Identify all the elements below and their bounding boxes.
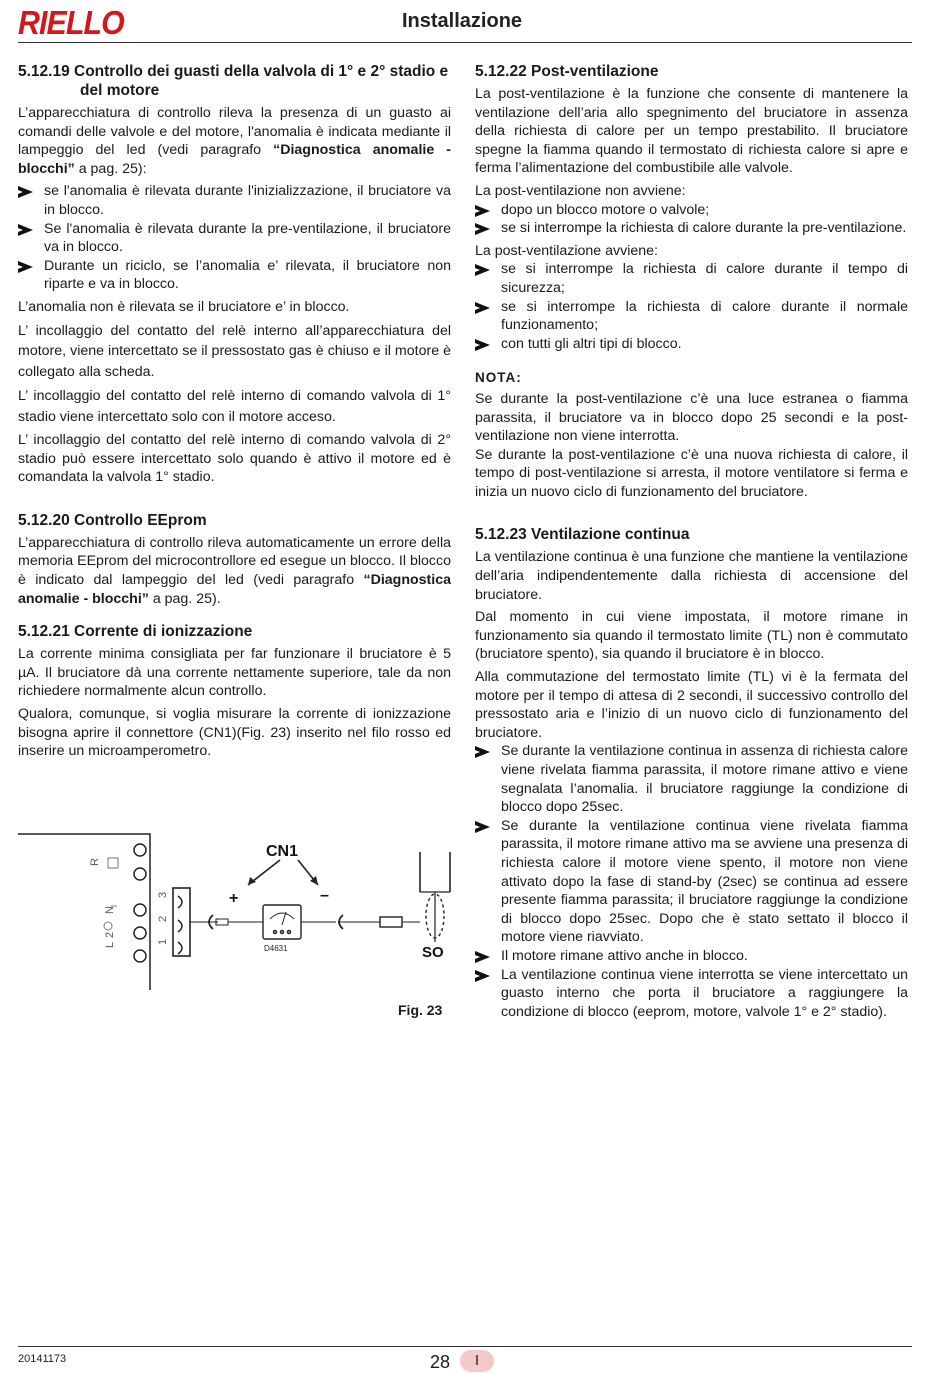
so-label: SO [422, 944, 444, 961]
paragraph: L’ incollaggio del contatto del relè interno di comando valvola di 1° stadio viene intercettato solo con il motore acceso. [18, 388, 451, 425]
arrow-bullet-icon [475, 223, 490, 235]
language-badge: I [460, 1350, 494, 1372]
bullet-item: Se l'anomalia è rilevata durante la pre-ventilazione, il bruciatore va in blocco. [18, 220, 451, 257]
arrow-bullet-icon [18, 261, 33, 273]
cn1-label: CN1 [266, 843, 299, 860]
bullet-item: Durante un riciclo, se l’anomalia e’ rilevata, il bruciatore non riparte e va in blocco. [18, 257, 451, 294]
arrow-bullet-icon [18, 224, 33, 236]
bullet-item: Se durante la ventilazione continua viene rivelata fiamma parassita, il motore rimane attivo ma se avviene una presenza di richiesta calore il motore viene spento, il motore non viene attivato dopo la fase di stand-by (2sec) se continua ad essere presente fiamma parassita; il bruciatore raggiunge la condizione di blocco dopo 25sec. Dopo che è stato settato il blocco il motore viene riavviato. [475, 817, 908, 947]
board-label: 2 [104, 931, 116, 938]
header-rule [18, 42, 912, 43]
terminal-number: 3 [157, 891, 169, 898]
arrow-bullet-icon [475, 264, 490, 276]
arrow-bullet-icon [475, 951, 490, 963]
nota-label: NOTA: [475, 370, 522, 386]
paragraph: La corrente minima consigliata per far funzionare il bruciatore è 5 µA. Il bruciatore dà una corrente nettamente superiore, tale da non richiedere normalmente alcun controllo. [18, 646, 451, 700]
page-number: 28 [430, 1352, 451, 1372]
figure-caption: Fig. 23 [398, 1002, 443, 1018]
paragraph: L’anomalia non è rilevata se il bruciatore e’ in blocco. [18, 298, 350, 315]
paragraph: Dal momento in cui viene impostata, il motore rimane in funzionamento sia quando il termostato limite (TL) non è commutato (bruciatore spento), sia quando il bruciatore è in blocco. [475, 609, 908, 663]
arrow-bullet-icon [475, 821, 490, 833]
section-title: Installazione [402, 10, 523, 32]
wiring-diagram-figure [18, 830, 458, 990]
arrow-bullet-icon [475, 970, 490, 982]
bullet-item: con tutti gli altri tipi di blocco. [475, 335, 908, 354]
paragraph: La ventilazione continua è una funzione che mantiene la ventilazione dell’aria indipendentemente dalla richiesta di accensione del bruciatore. [475, 549, 908, 603]
bullet-item: Il motore rimane attivo anche in blocco. [475, 947, 908, 966]
paragraph: Qualora, comunque, si voglia misurare la corrente di ionizzazione bisogna aprire il connettore (CN1)(Fig. 23) inserito nel filo rosso ed inserire un microamperometro. [18, 705, 451, 760]
heading-5-12-22: 5.12.22 Post-ventilazione [475, 63, 659, 80]
bullet-item: se si interrompe la richiesta di calore durante il tempo di sicurezza; [475, 260, 908, 297]
heading-5-12-21: 5.12.21 Corrente di ionizzazione [18, 623, 253, 641]
arrow-bullet-icon [475, 746, 490, 758]
paragraph: L’apparecchiatura di controllo rileva automaticamente un errore della memoria EEprom del microcontrollore ed esegue un blocco. Il blocco è indicato dal lampeggio del led (vedi paragrafo “Diagnostica anomalie - blocchi” a pag. 25). [18, 534, 451, 607]
bullet-item: Se durante la ventilazione continua in assenza di richiesta calore viene rivelata fiamma parassita, il motore rimane attivo e viene segnalata l’anomalia. il bruciatore raggiunge la condizione di blocco dopo 25sec. [475, 742, 908, 816]
arrow-bullet-icon [475, 302, 490, 314]
paragraph: L’apparecchiatura di controllo rileva la presenza di un guasto ai comandi delle valvole e del motore, l'anomalia è indicata mediante il lampeggio del led (vedi paragrafo “Diagnostica anomalie - blocchi” a pag. 25): [18, 105, 452, 177]
footer-rule [18, 1346, 912, 1347]
bullet-item: se si interrompe la richiesta di calore durante il normale funzionamento; [475, 298, 908, 335]
brand-logo: RIELLO [18, 4, 124, 41]
board-label: N [104, 906, 116, 914]
board-outline [18, 834, 150, 990]
board-label: R [89, 858, 101, 866]
bullet-item: se si interrompe la richiesta di calore durante la pre-ventilazione. [475, 219, 908, 238]
paragraph: La post-ventilazione non avviene: [475, 182, 686, 199]
heading-5-12-20: 5.12.20 Controllo EEprom [18, 511, 207, 529]
arrow-bullet-icon [475, 339, 490, 351]
paragraph: Se durante la post-ventilazione c’è una luce estranea o fiamma parassita, il bruciatore va in blocco dopo 25 secondi e la post-ventilazione non viene interrotta. [475, 390, 908, 445]
left-column [18, 62, 451, 765]
heading-5-12-23: 5.12.23 Ventilazione continua [475, 526, 690, 544]
arrow-bullet-icon [18, 186, 33, 198]
paragraph: La post-ventilazione avviene: [475, 242, 658, 259]
document-code: 20141173 [18, 1353, 67, 1365]
paragraph: Se durante la post-ventilazione c’è una nuova richiesta di calore, il tempo di post-ventilazione si arresta, il motore ventilatore si ferma e inizia un nuovo ciclo di funzionamento del bruciatore. [475, 446, 908, 500]
heading-5-12-19: 5.12.19 Controllo dei guasti della valvola di 1° e 2° stadio e del motore [18, 63, 449, 99]
minus-label: – [320, 887, 329, 904]
terminal-number: 2 [157, 915, 169, 922]
drawing-code: D4631 [264, 944, 288, 953]
bullet-item: se l'anomalia è rilevata durante l'inizializzazione, il bruciatore va in blocco. [18, 182, 451, 219]
paragraph: Alla commutazione del termostato limite (TL) vi è la fermata del motore per il tempo di attesa di 2 secondi, il successivo controllo del pressostato aria e l’inizio di un nuovo ciclo di funzionamento del bruciatore. [475, 669, 908, 741]
bullet-item: La ventilazione continua viene interrotta se viene intercettato un guasto interno che porta il bruciatore a raggiungere la condizione di blocco (eeprom, motore, valvole 1° e 2° stadio). [475, 966, 908, 1022]
board-label: L [104, 941, 116, 948]
right-column [475, 62, 908, 1021]
paragraph: L’ incollaggio del contatto del relè interno all’apparecchiatura del motore, viene intercettato se il pressostato gas è chiuso e il motore è collegato alla scheda. [18, 322, 451, 380]
arrow-bullet-icon [475, 205, 490, 217]
terminal-number: 1 [157, 938, 169, 945]
plus-label: + [229, 890, 239, 907]
paragraph: La post-ventilazione è la funzione che consente di mantenere la ventilazione dell’aria allo spegnimento del bruciatore in assenza della richiesta di calore per un tempo prestabilito. Il bruciatore spegne la fiamma quando il termostato di richiesta calore si apre e ferma l’alimentazione del combustibile alle valvole. [475, 86, 908, 177]
bullet-item: dopo un blocco motore o valvole; [475, 201, 908, 220]
paragraph: L’ incollaggio del contatto del relè interno di comando valvola di 2° stadio può essere intercettato solo quando è attivo il motore ed è comandata la valvola 1° stadio. [18, 432, 451, 486]
